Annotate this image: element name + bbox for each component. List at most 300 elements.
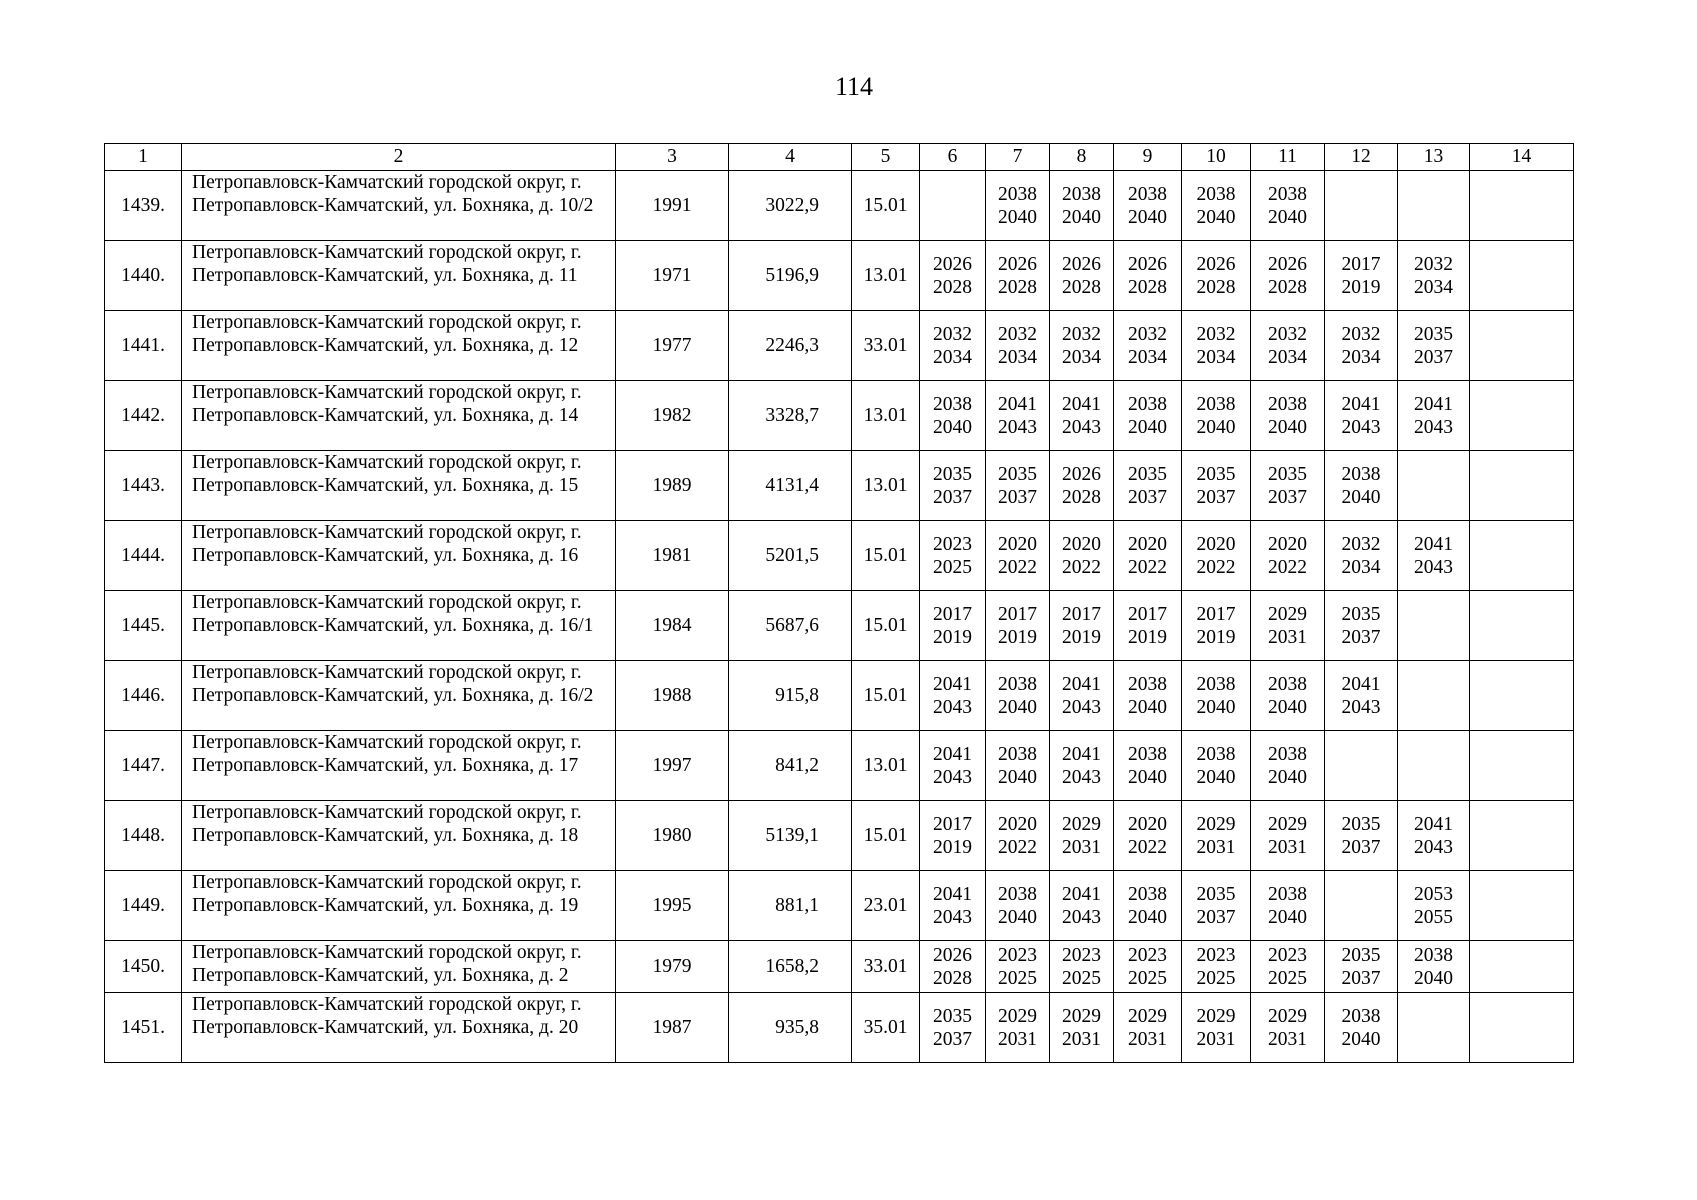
- period-cell: [1114, 941, 1182, 993]
- period-end: 2019: [1341, 276, 1381, 298]
- period-cell: [1114, 731, 1182, 801]
- period-cell: [1470, 241, 1574, 311]
- period-cell: [1050, 171, 1114, 241]
- table-row: [105, 451, 1574, 521]
- code-cell: 13.01: [852, 381, 920, 451]
- period-end: 2043: [1062, 416, 1101, 438]
- period-cell: [1114, 451, 1182, 521]
- period-start: 2023: [1268, 944, 1307, 966]
- year-built-cell: 1982: [616, 381, 729, 451]
- column-header: 11: [1251, 144, 1325, 171]
- table-row: [105, 381, 1574, 451]
- period-end: 2025: [1128, 967, 1167, 989]
- period-cell: [1251, 941, 1325, 993]
- period-start: 2032: [933, 323, 972, 345]
- period-cell: [1470, 941, 1574, 993]
- period-cell: [920, 451, 986, 521]
- period-start: 2038: [1268, 393, 1307, 415]
- period-start: 2032: [1268, 323, 1307, 345]
- period-cell: [1470, 381, 1574, 451]
- period-cell: [1251, 731, 1325, 801]
- period-cell: [1050, 591, 1114, 661]
- period-end: 2034: [1341, 346, 1381, 368]
- period-cell: [1325, 993, 1398, 1063]
- row-number: 1442.: [105, 381, 182, 451]
- period-cell: [1182, 731, 1251, 801]
- period-start: 2038: [1268, 183, 1307, 205]
- period-end: 2040: [1196, 696, 1236, 718]
- period-end: 2040: [998, 766, 1037, 788]
- period-cell: [1398, 451, 1470, 521]
- period-start: 2035: [998, 463, 1037, 485]
- period-end: 2040: [1414, 967, 1453, 989]
- period-start: 2041: [1341, 673, 1381, 695]
- area-cell: 841,2: [729, 731, 852, 801]
- period-cell: [1398, 521, 1470, 591]
- column-header: 1: [105, 144, 182, 171]
- period-end: 2031: [1268, 836, 1307, 858]
- period-end: 2040: [1341, 486, 1381, 508]
- period-cell: [1325, 731, 1398, 801]
- period-cell: [1182, 591, 1251, 661]
- period-cell: [1251, 311, 1325, 381]
- period-end: 2043: [1414, 416, 1453, 438]
- column-header: 8: [1050, 144, 1114, 171]
- row-number: 1440.: [105, 241, 182, 311]
- period-end: 2040: [1128, 696, 1167, 718]
- address-cell: Петропавловск-Камчатский городской округ, г. Петропавловск-Камчатский, ул. Бохняка, д. 16/1: [182, 591, 616, 661]
- table-row: [105, 591, 1574, 661]
- table-row: [105, 171, 1574, 241]
- row-number: 1441.: [105, 311, 182, 381]
- period-cell: [1251, 993, 1325, 1063]
- period-start: 2041: [1062, 743, 1101, 765]
- period-cell: [1114, 591, 1182, 661]
- period-end: 2040: [1128, 206, 1167, 228]
- address-cell: Петропавловск-Камчатский городской округ, г. Петропавловск-Камчатский, ул. Бохняка, д. 11: [182, 241, 616, 311]
- period-end: 2031: [1196, 1028, 1236, 1050]
- column-header: 12: [1325, 144, 1398, 171]
- period-end: 2040: [1128, 766, 1167, 788]
- code-cell: 15.01: [852, 171, 920, 241]
- period-cell: [1325, 871, 1398, 941]
- period-end: 2034: [1196, 346, 1236, 368]
- period-cell: [1251, 171, 1325, 241]
- period-cell: [1182, 941, 1251, 993]
- period-end: 2040: [1196, 766, 1236, 788]
- period-end: 2037: [1196, 486, 1236, 508]
- year-built-cell: 1977: [616, 311, 729, 381]
- period-cell: [1251, 661, 1325, 731]
- period-start: 2038: [1196, 183, 1236, 205]
- year-built-cell: 1980: [616, 801, 729, 871]
- period-start: 2035: [933, 1005, 972, 1027]
- period-cell: [1251, 521, 1325, 591]
- period-end: 2040: [998, 696, 1037, 718]
- period-end: 2043: [1062, 906, 1101, 928]
- period-end: 2043: [933, 906, 972, 928]
- period-end: 2022: [1268, 556, 1307, 578]
- period-start: 2029: [1128, 1005, 1167, 1027]
- period-start: 2017: [1062, 603, 1101, 625]
- period-end: 2022: [1062, 556, 1101, 578]
- period-start: 2032: [1341, 323, 1381, 345]
- column-header: 5: [852, 144, 920, 171]
- period-cell: [920, 941, 986, 993]
- year-built-cell: 1984: [616, 591, 729, 661]
- period-start: 2038: [1268, 743, 1307, 765]
- period-cell: [986, 661, 1050, 731]
- period-start: 2020: [1196, 533, 1236, 555]
- period-cell: [1114, 661, 1182, 731]
- period-start: 2035: [1414, 323, 1453, 345]
- period-cell: [1398, 171, 1470, 241]
- period-cell: [1251, 591, 1325, 661]
- period-start: 2026: [933, 944, 972, 966]
- page-number: 114: [834, 72, 874, 101]
- area-cell: 5201,5: [729, 521, 852, 591]
- period-start: 2038: [1341, 1005, 1381, 1027]
- period-end: 2040: [1062, 206, 1101, 228]
- period-end: 2022: [1196, 556, 1236, 578]
- address-cell: Петропавловск-Камчатский городской округ, г. Петропавловск-Камчатский, ул. Бохняка, д. 16: [182, 521, 616, 591]
- period-start: 2035: [1341, 944, 1381, 966]
- period-end: 2034: [998, 346, 1037, 368]
- period-start: 2038: [1268, 883, 1307, 905]
- address-cell: Петропавловск-Камчатский городской округ, г. Петропавловск-Камчатский, ул. Бохняка, д. 2: [182, 941, 616, 993]
- period-start: 2041: [1414, 813, 1453, 835]
- period-start: 2035: [1341, 603, 1381, 625]
- period-cell: [1470, 801, 1574, 871]
- period-end: 2019: [1196, 626, 1236, 648]
- period-end: 2025: [933, 556, 972, 578]
- period-cell: [986, 241, 1050, 311]
- address-cell: Петропавловск-Камчатский городской округ, г. Петропавловск-Камчатский, ул. Бохняка, д. 17: [182, 731, 616, 801]
- period-start: 2035: [933, 463, 972, 485]
- address-cell: Петропавловск-Камчатский городской округ, г. Петропавловск-Камчатский, ул. Бохняка, д. 19: [182, 871, 616, 941]
- row-number: 1443.: [105, 451, 182, 521]
- row-number: 1451.: [105, 993, 182, 1063]
- period-cell: [1182, 311, 1251, 381]
- period-cell: [1050, 381, 1114, 451]
- column-number-row: [105, 144, 1574, 171]
- period-cell: [986, 521, 1050, 591]
- period-start: 2017: [1196, 603, 1236, 625]
- period-cell: [1182, 871, 1251, 941]
- period-start: 2038: [1128, 393, 1167, 415]
- period-cell: [1050, 941, 1114, 993]
- period-cell: [1050, 661, 1114, 731]
- period-cell: [920, 871, 986, 941]
- period-start: 2041: [1062, 883, 1101, 905]
- row-number: 1449.: [105, 871, 182, 941]
- area-cell: 881,1: [729, 871, 852, 941]
- code-cell: 33.01: [852, 311, 920, 381]
- period-end: 2043: [1062, 766, 1101, 788]
- period-end: 2031: [1062, 836, 1101, 858]
- period-start: 2029: [1062, 1005, 1101, 1027]
- period-cell: [1398, 871, 1470, 941]
- period-start: 2041: [998, 393, 1037, 415]
- period-start: 2038: [998, 183, 1037, 205]
- address-cell: Петропавловск-Камчатский городской округ, г. Петропавловск-Камчатский, ул. Бохняка, д. 15: [182, 451, 616, 521]
- period-end: 2022: [1128, 836, 1167, 858]
- period-start: 2029: [1268, 603, 1307, 625]
- period-start: 2032: [1062, 323, 1101, 345]
- period-start: 2038: [1196, 743, 1236, 765]
- period-start: 2035: [1128, 463, 1167, 485]
- period-end: 2028: [998, 276, 1037, 298]
- row-number: 1448.: [105, 801, 182, 871]
- period-start: 2032: [1414, 253, 1453, 275]
- table-row: [105, 871, 1574, 941]
- period-cell: [1325, 941, 1398, 993]
- address-cell: Петропавловск-Камчатский городской округ, г. Петропавловск-Камчатский, ул. Бохняка, д. 16/2: [182, 661, 616, 731]
- code-cell: 23.01: [852, 871, 920, 941]
- period-cell: [1470, 451, 1574, 521]
- period-end: 2055: [1414, 906, 1453, 928]
- period-start: 2020: [1128, 533, 1167, 555]
- period-end: 2034: [1128, 346, 1167, 368]
- period-start: 2038: [1128, 883, 1167, 905]
- table-row: [105, 241, 1574, 311]
- period-cell: [986, 591, 1050, 661]
- period-cell: [1050, 241, 1114, 311]
- period-end: 2043: [933, 696, 972, 718]
- period-cell: [986, 731, 1050, 801]
- year-built-cell: 1981: [616, 521, 729, 591]
- area-cell: 935,8: [729, 993, 852, 1063]
- period-start: 2041: [933, 673, 972, 695]
- period-start: 2020: [998, 813, 1037, 835]
- period-end: 2043: [1414, 556, 1453, 578]
- period-end: 2040: [998, 906, 1037, 928]
- period-end: 2037: [1196, 906, 1236, 928]
- period-end: 2019: [933, 626, 972, 648]
- period-cell: [1470, 311, 1574, 381]
- period-start: 2041: [933, 883, 972, 905]
- period-start: 2026: [1128, 253, 1167, 275]
- code-cell: 13.01: [852, 241, 920, 311]
- period-cell: [986, 871, 1050, 941]
- period-start: 2035: [1341, 813, 1381, 835]
- period-cell: [1325, 521, 1398, 591]
- period-start: 2023: [1128, 944, 1167, 966]
- period-start: 2029: [998, 1005, 1037, 1027]
- period-start: 2029: [1062, 813, 1101, 835]
- period-start: 2038: [1341, 463, 1381, 485]
- period-start: 2038: [1414, 944, 1453, 966]
- row-number: 1445.: [105, 591, 182, 661]
- period-start: 2029: [1268, 813, 1307, 835]
- period-start: 2020: [1128, 813, 1167, 835]
- period-cell: [920, 801, 986, 871]
- period-cell: [920, 731, 986, 801]
- period-start: 2032: [998, 323, 1037, 345]
- period-start: 2023: [998, 944, 1037, 966]
- period-cell: [920, 311, 986, 381]
- period-start: 2032: [1128, 323, 1167, 345]
- period-end: 2028: [933, 276, 972, 298]
- period-cell: [920, 171, 986, 241]
- period-end: 2028: [1268, 276, 1307, 298]
- period-cell: [1398, 993, 1470, 1063]
- column-header: 7: [986, 144, 1050, 171]
- period-start: 2029: [1268, 1005, 1307, 1027]
- period-cell: [1050, 801, 1114, 871]
- period-cell: [1398, 381, 1470, 451]
- period-start: 2041: [1414, 533, 1453, 555]
- period-cell: [986, 941, 1050, 993]
- period-cell: [1050, 451, 1114, 521]
- period-cell: [1470, 871, 1574, 941]
- period-cell: [1050, 993, 1114, 1063]
- period-start: 2029: [1196, 1005, 1236, 1027]
- table-row: [105, 993, 1574, 1063]
- code-cell: 33.01: [852, 941, 920, 993]
- period-end: 2037: [1128, 486, 1167, 508]
- column-header: 13: [1398, 144, 1470, 171]
- period-start: 2038: [1268, 673, 1307, 695]
- area-cell: 1658,2: [729, 941, 852, 993]
- address-cell: Петропавловск-Камчатский городской округ, г. Петропавловск-Камчатский, ул. Бохняка, д. 20: [182, 993, 616, 1063]
- code-cell: 15.01: [852, 521, 920, 591]
- period-start: 2026: [1062, 253, 1101, 275]
- period-end: 2040: [1268, 416, 1307, 438]
- row-number: 1439.: [105, 171, 182, 241]
- period-end: 2040: [1268, 206, 1307, 228]
- period-end: 2019: [1062, 626, 1101, 648]
- period-start: 2038: [998, 883, 1037, 905]
- row-number: 1447.: [105, 731, 182, 801]
- address-cell: Петропавловск-Камчатский городской округ, г. Петропавловск-Камчатский, ул. Бохняка, д. 18: [182, 801, 616, 871]
- period-cell: [1182, 801, 1251, 871]
- period-start: 2041: [1341, 393, 1381, 415]
- period-cell: [1182, 451, 1251, 521]
- period-cell: [1251, 871, 1325, 941]
- period-end: 2022: [998, 836, 1037, 858]
- period-start: 2038: [933, 393, 972, 415]
- period-end: 2031: [1128, 1028, 1167, 1050]
- period-cell: [1398, 801, 1470, 871]
- period-start: 2038: [1196, 673, 1236, 695]
- period-end: 2031: [998, 1028, 1037, 1050]
- period-end: 2022: [1128, 556, 1167, 578]
- period-end: 2043: [1062, 696, 1101, 718]
- period-end: 2043: [998, 416, 1037, 438]
- period-start: 2017: [998, 603, 1037, 625]
- area-cell: 3022,9: [729, 171, 852, 241]
- period-cell: [1114, 993, 1182, 1063]
- table-row: [105, 941, 1574, 993]
- row-number: 1444.: [105, 521, 182, 591]
- period-start: 2038: [1128, 673, 1167, 695]
- period-start: 2020: [998, 533, 1037, 555]
- table-row: [105, 521, 1574, 591]
- area-cell: 3328,7: [729, 381, 852, 451]
- period-end: 2037: [933, 1028, 972, 1050]
- period-end: 2034: [1341, 556, 1381, 578]
- column-header: 3: [616, 144, 729, 171]
- address-cell: Петропавловск-Камчатский городской округ, г. Петропавловск-Камчатский, ул. Бохняка, д. 12: [182, 311, 616, 381]
- period-end: 2019: [998, 626, 1037, 648]
- period-end: 2040: [1196, 206, 1236, 228]
- period-cell: [1182, 381, 1251, 451]
- period-cell: [1470, 171, 1574, 241]
- address-cell: Петропавловск-Камчатский городской округ, г. Петропавловск-Камчатский, ул. Бохняка, д. 14: [182, 381, 616, 451]
- area-cell: 2246,3: [729, 311, 852, 381]
- period-end: 2040: [1128, 906, 1167, 928]
- period-end: 2034: [933, 346, 972, 368]
- period-start: 2038: [998, 743, 1037, 765]
- code-cell: 13.01: [852, 731, 920, 801]
- period-end: 2040: [1341, 1028, 1381, 1050]
- year-built-cell: 1971: [616, 241, 729, 311]
- period-start: 2017: [1128, 603, 1167, 625]
- period-end: 2037: [1341, 836, 1381, 858]
- period-start: 2053: [1414, 883, 1453, 905]
- period-end: 2040: [1196, 416, 1236, 438]
- period-cell: [1325, 171, 1398, 241]
- period-cell: [986, 451, 1050, 521]
- period-start: 2023: [1062, 944, 1101, 966]
- period-start: 2038: [998, 673, 1037, 695]
- period-start: 2032: [1196, 323, 1236, 345]
- period-cell: [1114, 521, 1182, 591]
- year-built-cell: 1979: [616, 941, 729, 993]
- period-start: 2020: [1062, 533, 1101, 555]
- period-cell: [1114, 801, 1182, 871]
- year-built-cell: 1995: [616, 871, 729, 941]
- period-cell: [1050, 521, 1114, 591]
- period-cell: [1182, 171, 1251, 241]
- period-cell: [1114, 381, 1182, 451]
- period-end: 2037: [1341, 626, 1381, 648]
- period-end: 2043: [1341, 416, 1381, 438]
- period-cell: [1398, 731, 1470, 801]
- table-row: [105, 311, 1574, 381]
- period-cell: [1182, 521, 1251, 591]
- period-end: 2040: [1268, 906, 1307, 928]
- year-built-cell: 1989: [616, 451, 729, 521]
- period-end: 2040: [998, 206, 1037, 228]
- address-cell: Петропавловск-Камчатский городской округ, г. Петропавловск-Камчатский, ул. Бохняка, д. 10/2: [182, 171, 616, 241]
- period-start: 2017: [1341, 253, 1381, 275]
- period-start: 2041: [933, 743, 972, 765]
- period-end: 2031: [1196, 836, 1236, 858]
- period-cell: [920, 521, 986, 591]
- period-end: 2019: [1128, 626, 1167, 648]
- period-cell: [920, 661, 986, 731]
- period-cell: [1325, 451, 1398, 521]
- row-number: 1446.: [105, 661, 182, 731]
- column-header: 4: [729, 144, 852, 171]
- period-end: 2040: [1128, 416, 1167, 438]
- period-cell: [1325, 801, 1398, 871]
- period-cell: [1325, 241, 1398, 311]
- code-cell: 15.01: [852, 591, 920, 661]
- year-built-cell: 1988: [616, 661, 729, 731]
- period-cell: [1470, 521, 1574, 591]
- period-end: 2043: [933, 766, 972, 788]
- period-end: 2037: [1414, 346, 1453, 368]
- period-end: 2028: [1062, 276, 1101, 298]
- period-cell: [1251, 241, 1325, 311]
- period-cell: [1325, 591, 1398, 661]
- period-end: 2031: [1062, 1028, 1101, 1050]
- area-cell: 5196,9: [729, 241, 852, 311]
- row-number: 1450.: [105, 941, 182, 993]
